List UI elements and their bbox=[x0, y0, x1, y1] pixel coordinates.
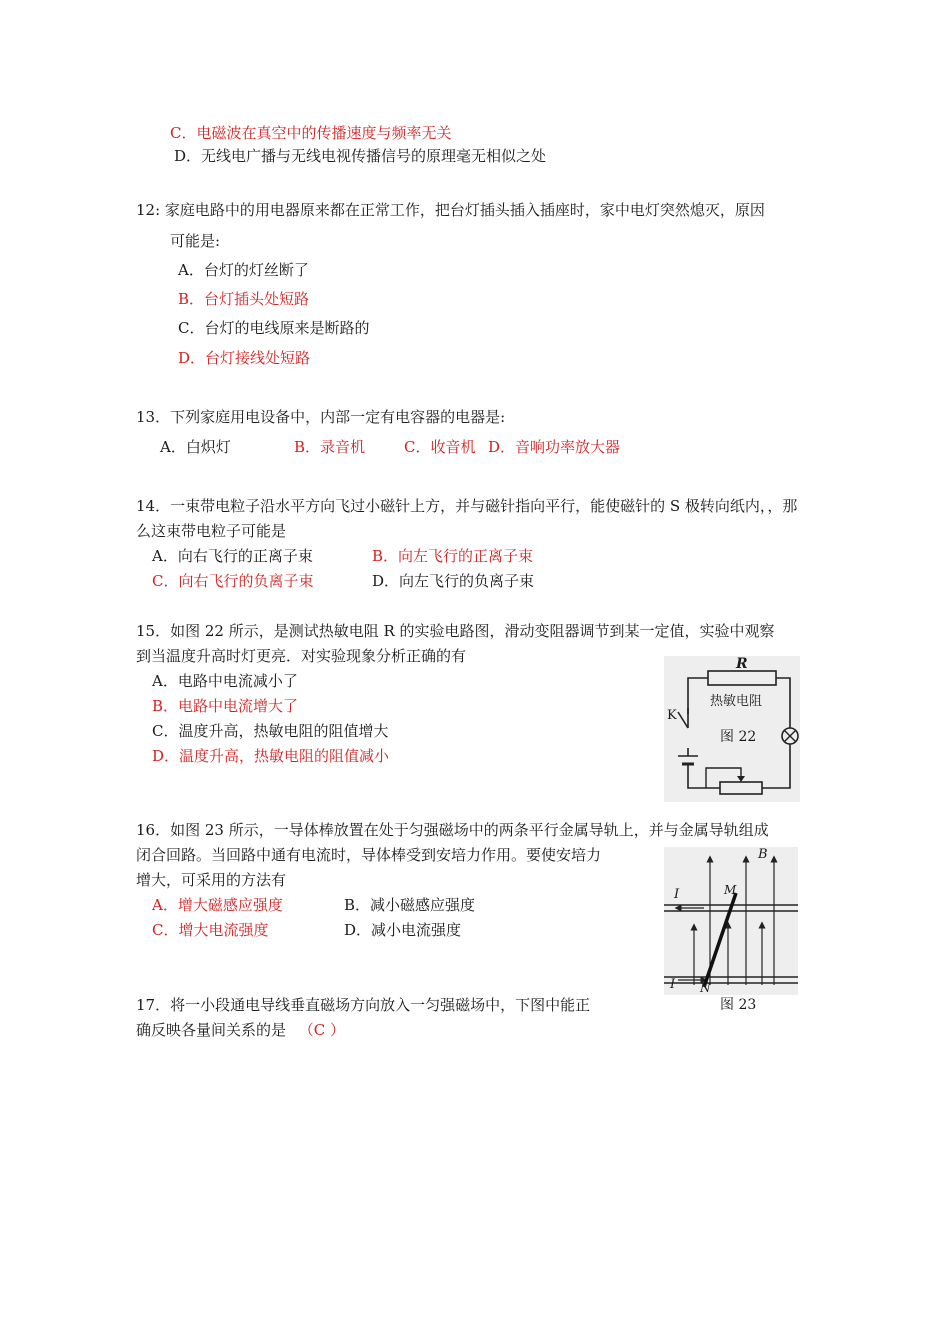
q13-stem: 13．下列家庭用电设备中，内部一定有电容器的电器是: bbox=[136, 408, 506, 426]
q12-option-a: A．台灯的灯丝断了 bbox=[178, 261, 309, 279]
q17-stem-line1: 17．将一小段通电导线垂直磁场方向放入一匀强磁场中，下图中能正 bbox=[136, 996, 591, 1014]
q15-stem-line1: 15．如图 22 所示，是测试热敏电阻 R 的实验电路图，滑动变阻器调节到某一定值，实验中观察 bbox=[136, 622, 775, 640]
q13-option-a: A．白炽灯 bbox=[160, 438, 231, 456]
figure-22-label-r: R bbox=[736, 656, 748, 672]
q12-option-c: C．台灯的电线原来是断路的 bbox=[178, 319, 370, 337]
q14-option-c: C．向右飞行的负离子束 bbox=[152, 572, 314, 590]
figure-23-caption: 图 23 bbox=[720, 997, 757, 1013]
q15-option-a: A．电路中电流减小了 bbox=[152, 672, 298, 690]
q15-option-b: B．电路中电流增大了 bbox=[152, 697, 299, 715]
q16-option-c: C．增大电流强度 bbox=[152, 921, 269, 939]
q15-option-d: D．温度升高，热敏电阻的阻值减小 bbox=[152, 747, 390, 765]
q16-option-a: A．增大磁感应强度 bbox=[152, 896, 283, 914]
q14-stem-line1: 14．一束带电粒子沿水平方向飞过小磁针上方，并与磁针指向平行，能使磁针的 S 极转向纸内，，那 bbox=[136, 497, 798, 515]
figure-23-label-i-top: I bbox=[674, 887, 680, 902]
figure-23-rails bbox=[664, 847, 798, 995]
figure-23-label-b: B bbox=[758, 847, 768, 862]
q11-option-d: D．无线电广播与无线电视传播信号的原理毫无相似之处 bbox=[174, 147, 547, 165]
figure-22-label-k: K bbox=[667, 708, 677, 723]
q13-option-c: C．收音机 bbox=[404, 438, 476, 456]
q16-stem-line2: 闭合回路。当回路中通有电流时，导体棒受到安培力作用。要使安培力 bbox=[136, 846, 602, 864]
q15-stem-line2: 到当温度升高时灯更亮．对实验现象分析正确的有 bbox=[136, 647, 467, 665]
q12-option-b: B．台灯插头处短路 bbox=[178, 290, 310, 308]
q17-answer: （C ） bbox=[298, 1021, 346, 1039]
q12-stem-line2: 可能是: bbox=[170, 232, 221, 250]
q16-option-b: B．减小磁感应强度 bbox=[344, 896, 476, 914]
q14-option-a: A．向右飞行的正离子束 bbox=[152, 547, 313, 565]
q13-option-b: B．录音机 bbox=[294, 438, 366, 456]
figure-22-label-thermistor: 热敏电阻 bbox=[710, 694, 763, 709]
figure-22-circuit bbox=[664, 656, 800, 802]
figure-22-caption: 图 22 bbox=[720, 729, 757, 745]
q14-option-d: D．向左飞行的负离子束 bbox=[372, 572, 535, 590]
figure-23-label-i-bottom: I bbox=[670, 977, 676, 992]
q15-option-c: C．温度升高，热敏电阻的阻值增大 bbox=[152, 722, 389, 740]
q16-stem-line3: 增大，可采用的方法有 bbox=[136, 871, 287, 889]
q11-option-c: C．电磁波在真空中的传播速度与频率无关 bbox=[170, 124, 452, 142]
q12-stem-line1: 12: 家庭电路中的用电器原来都在正常工作，把台灯插头插入插座时，家中电灯突然熄灭，原因 bbox=[136, 201, 765, 219]
q12-option-d: D．台灯接线处短路 bbox=[178, 349, 311, 367]
q17-stem-line2-row bbox=[136, 1020, 345, 1040]
q17-stem-line2: 确反映各量间关系的是 bbox=[136, 1021, 287, 1039]
figure-23-label-n: N bbox=[700, 981, 711, 995]
q13-option-d: D．音响功率放大器 bbox=[488, 438, 621, 456]
q16-stem-line1: 16．如图 23 所示，一导体棒放置在处于匀强磁场中的两条平行金属导轨上，并与金属导轨组成 bbox=[136, 821, 769, 839]
figure-23-label-m: M bbox=[724, 883, 737, 897]
q16-option-d: D．减小电流强度 bbox=[344, 921, 462, 939]
q14-stem-line2: 么这束带电粒子可能是 bbox=[136, 522, 287, 540]
q14-option-b: B．向左飞行的正离子束 bbox=[372, 547, 534, 565]
